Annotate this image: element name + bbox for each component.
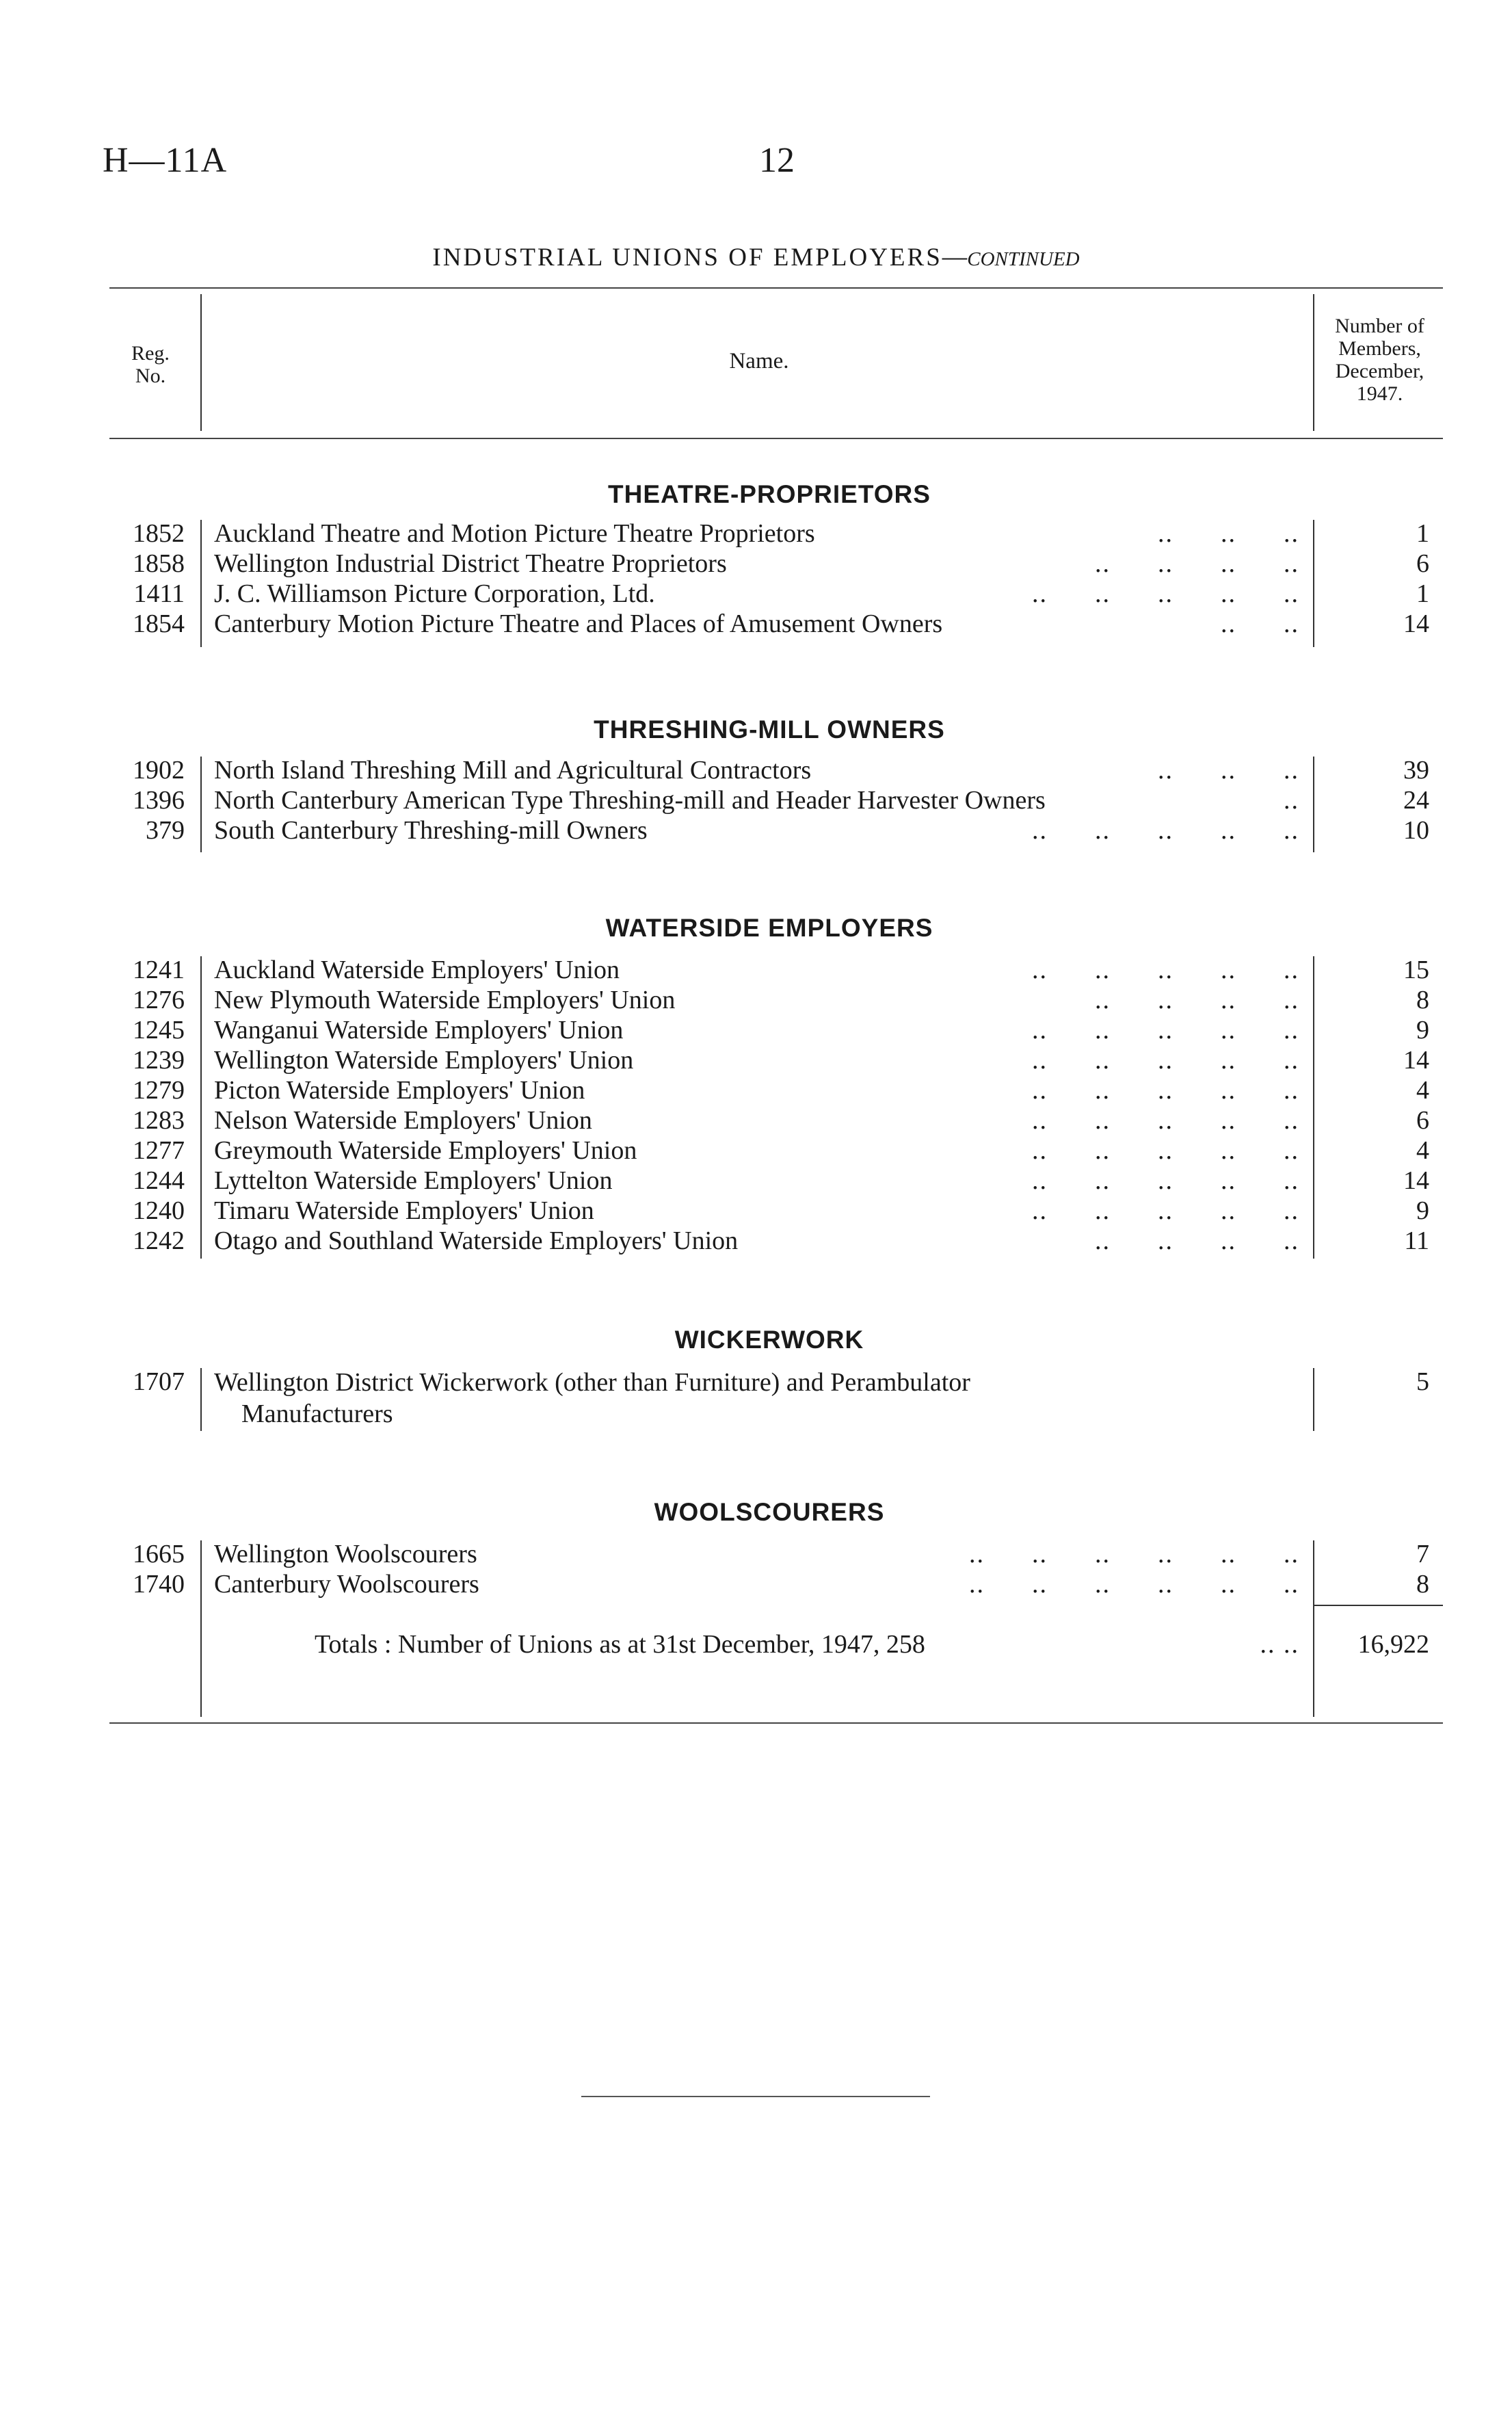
reg-number: 1396	[133, 786, 185, 815]
reg-number: 1242	[133, 1226, 185, 1255]
member-count: 8	[1416, 986, 1429, 1014]
table-row	[0, 1045, 1512, 1075]
reg-number: 1665	[133, 1540, 185, 1568]
reg-number: 1740	[133, 1570, 185, 1599]
column-header-members-line3: December,	[1335, 360, 1424, 382]
page-reference: H—11A	[103, 141, 228, 180]
reg-number: 1902	[133, 756, 185, 785]
member-count: 6	[1416, 1106, 1429, 1135]
union-name-multiline	[214, 1367, 1291, 1430]
table-row	[0, 955, 1512, 985]
member-count: 39	[1403, 756, 1429, 785]
union-name: J. C. Williamson Picture Corporation, Ltd.	[214, 579, 655, 608]
leader-dots: .. .. .. .. ..	[1032, 816, 1299, 845]
leader-dots: .. .. .. .. ..	[1032, 1016, 1299, 1044]
table-bottom-rule	[109, 1722, 1443, 1724]
reg-number: 1283	[133, 1106, 185, 1135]
reg-number: 1245	[133, 1016, 185, 1044]
leader-dots: .. .. .. .. ..	[1032, 956, 1299, 984]
table-row	[0, 1226, 1512, 1256]
leader-dots: .. .. .. .. ..	[1032, 579, 1299, 608]
totals-label: Totals : Number of Unions as at 31st December, 1947, 258	[315, 1630, 925, 1659]
leader-dots: .. .. ..	[1158, 756, 1299, 785]
leader-dots: .. .. .. .. ..	[1032, 1106, 1299, 1135]
union-name: Lyttelton Waterside Employers' Union	[214, 1166, 613, 1195]
member-count: 10	[1403, 816, 1429, 845]
union-name: North Island Threshing Mill and Agricultural Contractors	[214, 756, 812, 785]
header-divider-right	[1313, 294, 1314, 431]
column-header-name: Name.	[729, 349, 789, 373]
reg-number: 1279	[133, 1076, 185, 1105]
table-row	[0, 1196, 1512, 1226]
reg-number: 1244	[133, 1166, 185, 1195]
member-count: 1	[1416, 519, 1429, 548]
member-count: 4	[1416, 1136, 1429, 1165]
union-name: Otago and Southland Waterside Employers' Union	[214, 1226, 739, 1255]
union-name: Wellington Waterside Employers' Union	[214, 1046, 634, 1075]
table-top-rule	[109, 287, 1443, 289]
member-count: 9	[1416, 1196, 1429, 1225]
reg-number: 1854	[133, 609, 185, 638]
member-count: 4	[1416, 1076, 1429, 1105]
leader-dots: .. .. .. .. ..	[1032, 1166, 1299, 1195]
leader-dots: .. .. .. .. ..	[1032, 1196, 1299, 1225]
page-number: 12	[759, 141, 795, 180]
reg-number: 1276	[133, 986, 185, 1014]
table-row	[0, 785, 1512, 815]
reg-number: 1239	[133, 1046, 185, 1075]
table-row	[0, 1015, 1512, 1045]
union-name: Canterbury Motion Picture Theatre and Places of Amusement Owners	[214, 609, 943, 638]
member-count: 7	[1416, 1540, 1429, 1568]
union-name: Canterbury Woolscourers	[214, 1570, 479, 1599]
section-title-waterside-employers: WATERSIDE EMPLOYERS	[605, 914, 933, 942]
column-header-reg-line1: Reg.	[131, 342, 170, 365]
running-title	[0, 239, 1512, 272]
reg-number: 1858	[133, 549, 185, 578]
table-row	[0, 985, 1512, 1015]
member-count: 14	[1403, 1166, 1429, 1195]
header-divider-left	[200, 294, 202, 431]
column-header-members-line2: Members,	[1338, 337, 1421, 360]
section-title-wickerwork: WICKERWORK	[674, 1326, 864, 1354]
reg-number: 1240	[133, 1196, 185, 1225]
union-name: Greymouth Waterside Employers' Union	[214, 1136, 637, 1165]
leader-dots: .. .. .. ..	[1095, 986, 1299, 1014]
totals-members: 16,922	[1357, 1630, 1429, 1659]
table-row	[0, 1075, 1512, 1105]
member-count: 14	[1403, 609, 1429, 638]
union-name: North Canterbury American Type Threshing-mill and Header Harvester Owners	[214, 786, 1046, 815]
union-name: South Canterbury Threshing-mill Owners	[214, 816, 648, 845]
leader-dots: .. .. .. .. .. ..	[969, 1570, 1299, 1599]
subtotal-rule	[1313, 1605, 1443, 1606]
end-rule	[581, 2096, 930, 2097]
union-name: Nelson Waterside Employers' Union	[214, 1106, 592, 1135]
leader-dots: .. .. ..	[1158, 519, 1299, 548]
column-header-reg-line2: No.	[135, 365, 166, 387]
column-header-members	[1316, 315, 1443, 405]
leader-dots: .. .. .. ..	[1095, 1226, 1299, 1255]
member-count: 6	[1416, 549, 1429, 578]
header-bottom-rule	[109, 438, 1443, 439]
table-row	[0, 1166, 1512, 1196]
reg-number: 1707	[133, 1367, 185, 1396]
column-header-members-line1: Number of	[1335, 315, 1424, 337]
leader-dots: .. .. .. .. ..	[1032, 1136, 1299, 1165]
table-row	[0, 1539, 1512, 1569]
section-title-threshing-mill-owners: THRESHING-MILL OWNERS	[594, 715, 945, 744]
leader-dots: .. .. .. .. ..	[1032, 1046, 1299, 1075]
reg-number: 1241	[133, 956, 185, 984]
reg-number: 1277	[133, 1136, 185, 1165]
member-count: 11	[1404, 1226, 1429, 1255]
union-name-line1: Wellington District Wickerwork (other than Furniture) and Perambulator	[214, 1368, 970, 1397]
union-name-line2: Manufacturers	[241, 1399, 393, 1428]
running-title-text: INDUSTRIAL UNIONS OF EMPLOYERS	[432, 244, 942, 272]
totals-leader-dots: .. ..	[1260, 1630, 1299, 1659]
running-title-continued: —continued	[942, 240, 1080, 272]
section-title-woolscourers: WOOLSCOURERS	[654, 1498, 885, 1526]
reg-number: 379	[146, 816, 185, 845]
union-name: Wellington Industrial District Theatre Proprietors	[214, 549, 727, 578]
column-header-members-line4: 1947.	[1356, 382, 1403, 405]
table-row	[0, 579, 1512, 609]
member-count: 9	[1416, 1016, 1429, 1044]
reg-number: 1852	[133, 519, 185, 548]
reg-number: 1411	[133, 579, 185, 608]
member-count: 24	[1403, 786, 1429, 815]
leader-dots: .. .. .. .. ..	[1032, 1076, 1299, 1105]
leader-dots: .. ..	[1221, 609, 1299, 638]
union-name: New Plymouth Waterside Employers' Union	[214, 986, 676, 1014]
table-row	[0, 609, 1512, 639]
union-name: Timaru Waterside Employers' Union	[214, 1196, 594, 1225]
table-row	[0, 1569, 1512, 1599]
table-row	[0, 1135, 1512, 1166]
member-count: 5	[1416, 1367, 1429, 1396]
member-count: 14	[1403, 1046, 1429, 1075]
union-name: Picton Waterside Employers' Union	[214, 1076, 585, 1105]
union-name: Auckland Waterside Employers' Union	[214, 956, 620, 984]
member-count: 8	[1416, 1570, 1429, 1599]
table-row	[0, 518, 1512, 549]
member-count: 15	[1403, 956, 1429, 984]
member-count: 1	[1416, 579, 1429, 608]
column-header-reg-no	[109, 342, 191, 387]
table-row	[0, 549, 1512, 579]
leader-dots: ..	[1284, 786, 1299, 815]
table-row	[0, 755, 1512, 785]
union-name: Wanganui Waterside Employers' Union	[214, 1016, 624, 1044]
leader-dots: .. .. .. ..	[1095, 549, 1299, 578]
table-row	[0, 815, 1512, 845]
table-row	[0, 1105, 1512, 1135]
section-title-theatre-proprietors: THEATRE-PROPRIETORS	[608, 480, 931, 508]
leader-dots: .. .. .. .. .. ..	[969, 1540, 1299, 1568]
union-name: Wellington Woolscourers	[214, 1540, 477, 1568]
union-name: Auckland Theatre and Motion Picture Theatre Proprietors	[214, 519, 815, 548]
